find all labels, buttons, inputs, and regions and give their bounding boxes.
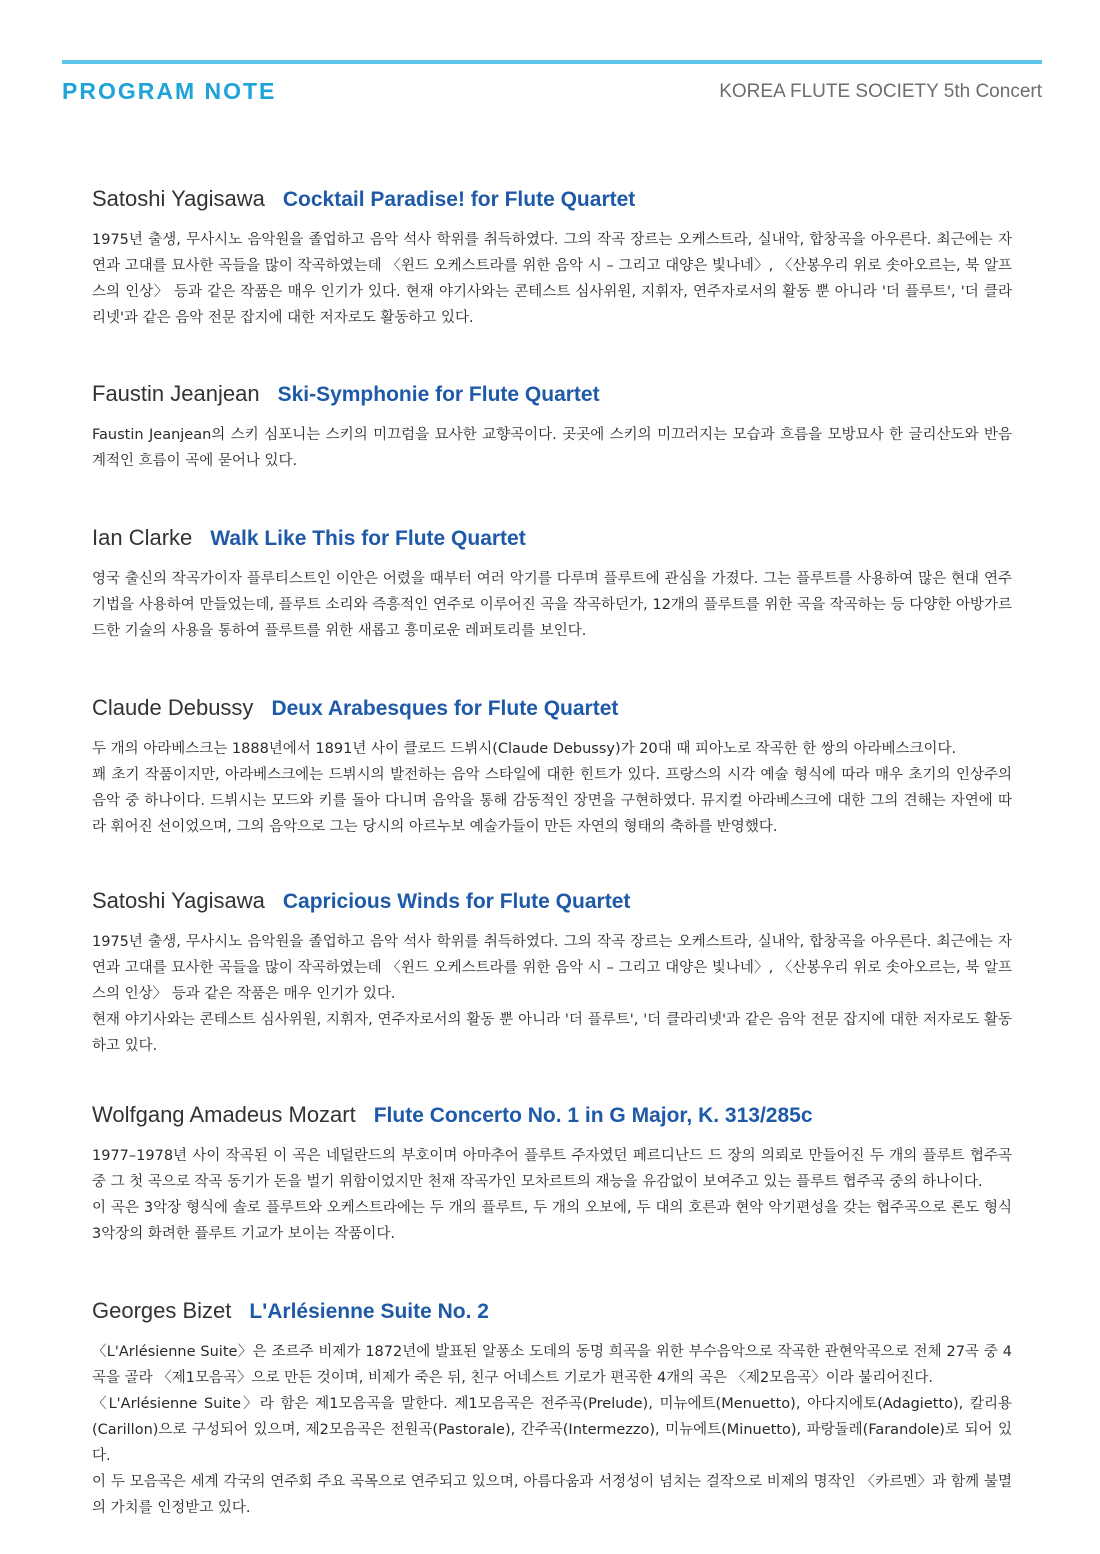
entry-heading <box>92 1100 1012 1131</box>
page-header <box>62 78 1042 108</box>
entry-heading <box>92 523 1012 554</box>
program-entry <box>92 379 1012 474</box>
composer-name: Wolfgang Amadeus Mozart <box>92 1102 356 1127</box>
program-entry <box>92 886 1012 1059</box>
entry-heading <box>92 379 1012 410</box>
composer-name: Satoshi Yagisawa <box>92 186 265 211</box>
page-title: PROGRAM NOTE <box>62 78 277 104</box>
program-entry <box>92 523 1012 644</box>
entry-heading <box>92 693 1012 724</box>
composer-name: Satoshi Yagisawa <box>92 888 265 913</box>
entry-description: 이 곡은 3악장 형식에 솔로 플루트와 오케스트라에는 두 개의 플루트, 두 개의 오보에, 두 대의 호른과 현악 악기편성을 갖는 협주곡으로 론도 형식 3악장의 화려한 플루트 기교가 보이는 작품이다. <box>92 1200 1012 1242</box>
entry-description: 이 두 모음곡은 세계 각국의 연주회 주요 곡목으로 연주되고 있으며, 아름다움과 서정성이 넘치는 걸작으로 비제의 명작인 〈카르멘〉과 함께 불멸의 가치를 인정받고 있다. <box>92 1474 1012 1516</box>
entry-heading <box>92 886 1012 917</box>
program-entry <box>92 693 1012 840</box>
program-entry <box>92 184 1012 331</box>
work-title: Cocktail Paradise! for Flute Quartet <box>282 188 636 211</box>
entry-heading <box>92 1296 1012 1327</box>
composer-name: Claude Debussy <box>92 695 254 720</box>
composer-name: Faustin Jeanjean <box>92 381 260 406</box>
composer-name: Georges Bizet <box>92 1298 232 1323</box>
entry-description: 1977–1978년 사이 작곡된 이 곡은 네덜란드의 부호이며 아마추어 플루트 주자였던 페르디난드 드 장의 의뢰로 만들어진 두 개의 플루트 협주곡 중 그 첫 곡으로 작곡 동기가 돈을 벌기 위함이었지만 천재 작곡가인 모차르트의 재능을 유감없이 보여주고 있는 플루트 협주곡 중의 하나이다. <box>92 1148 1012 1190</box>
work-title: Deux Arabesques for Flute Quartet <box>271 697 619 720</box>
work-title: Walk Like This for Flute Quartet <box>210 527 526 550</box>
entry-description: 현재 야기사와는 콘테스트 심사위원, 지휘자, 연주자로서의 활동 뿐 아니라 '더 플루트', '더 클라리넷'과 같은 음악 전문 잡지에 대한 저자로도 활동하고 있다. <box>92 1012 1012 1054</box>
entry-description: 1975년 출생, 무사시노 음악원을 졸업하고 음악 석사 학위를 취득하였다. 그의 작곡 장르는 오케스트라, 실내악, 합창곡을 아우른다. 최근에는 자연과 고대를 묘사한 곡들을 많이 작곡하였는데 〈윈드 오케스트라를 위한 음악 시 – 그리고 대양은 빛나네〉, 〈산봉우리 위로 솟아오르는, 북 알프스의 인상〉 등과 같은 작품은 매우 인기가 있다. 현재 야기사와는 콘테스트 심사위원, 지휘자, 연주자로서의 활동 뿐 아니라 '더 플루트', '더 클라리넷'과 같은 음악 전문 잡지에 대한 저자로도 활동하고 있다. <box>92 232 1012 326</box>
work-title: L'Arlésienne Suite No. 2 <box>249 1300 489 1323</box>
entry-heading <box>92 184 1012 215</box>
header-rule <box>62 60 1042 64</box>
work-title: Capricious Winds for Flute Quartet <box>282 890 631 913</box>
work-title: Ski-Symphonie for Flute Quartet <box>277 383 600 406</box>
entry-description: 〈L'Arlésienne Suite〉라 함은 제1모음곡을 말한다. 제1모음곡은 전주곡(Prelude), 미뉴에트(Menuetto), 아다지에토(Adagietto), 칼리용(Carillon)으로 구성되어 있으며, 제2모음곡은 전원곡(Pastorale), 간주곡(Intermezzo), 미뉴에트(Minuetto), 파랑돌레(Farandole)로 되어 있다. <box>92 1396 1012 1464</box>
program-entry <box>92 1296 1012 1521</box>
entry-description: 〈L'Arlésienne Suite〉은 조르주 비제가 1872년에 발표된 알퐁소 도데의 동명 희곡을 위한 부수음악으로 작곡한 관현악곡으로 전체 27곡 중 4곡을 골라 〈제1모음곡〉으로 만든 것이며, 비제가 죽은 뒤, 친구 어네스트 기로가 편곡한 4개의 곡은 〈제2모음곡〉이라 불리어진다. <box>92 1344 1012 1386</box>
program-entry <box>92 1100 1012 1247</box>
composer-name: Ian Clarke <box>92 525 193 550</box>
work-title: Flute Concerto No. 1 in G Major, K. 313/285c <box>373 1104 813 1127</box>
entry-description: 꽤 초기 작품이지만, 아라베스크에는 드뷔시의 발전하는 음악 스타일에 대한 힌트가 있다. 프랑스의 시각 예술 형식에 따라 매우 초기의 인상주의 음악 중 하나이다. 드뷔시는 모드와 키를 돌아 다니며 음악을 통해 감동적인 장면을 구현하였다. 뮤지컬 아라베스크에 대한 그의 견해는 자연에 따라 휘어진 선이었으며, 그의 음악으로 그는 당시의 아르누보 예술가들이 만든 자연의 형태의 축하를 반영했다. <box>92 767 1012 835</box>
concert-label: KOREA FLUTE SOCIETY 5th Concert <box>719 81 1042 102</box>
entry-description: 두 개의 아라베스크는 1888년에서 1891년 사이 클로드 드뷔시(Claude Debussy)가 20대 때 피아노로 작곡한 한 쌍의 아라베스크이다. <box>92 741 957 757</box>
entry-description: Faustin Jeanjean의 스키 심포니는 스키의 미끄럼을 묘사한 교향곡이다. 곳곳에 스키의 미끄러지는 모습과 흐름을 모방묘사 한 글리산도와 반음계적인 흐름이 곡에 묻어나 있다. <box>92 427 1012 469</box>
entry-description: 1975년 출생, 무사시노 음악원을 졸업하고 음악 석사 학위를 취득하였다. 그의 작곡 장르는 오케스트라, 실내악, 합창곡을 아우른다. 최근에는 자연과 고대를 묘사한 곡들을 많이 작곡하였는데 〈윈드 오케스트라를 위한 음악 시 – 그리고 대양은 빛나네〉, 〈산봉우리 위로 솟아오르는, 북 알프스의 인상〉 등과 같은 작품은 매우 인기가 있다. <box>92 934 1012 1002</box>
entry-description: 영국 출신의 작곡가이자 플루티스트인 이안은 어렸을 때부터 여러 악기를 다루며 플루트에 관심을 가졌다. 그는 플루트를 사용하여 많은 현대 연주기법을 사용하여 만들었는데, 플루트 소리와 즉흥적인 연주로 이루어진 곡을 작곡하던가, 12개의 플루트를 위한 곡을 작곡하는 등 다양한 아방가르드한 기술의 사용을 통하여 플루트를 위한 새롭고 흥미로운 레퍼토리를 보인다. <box>92 571 1012 639</box>
